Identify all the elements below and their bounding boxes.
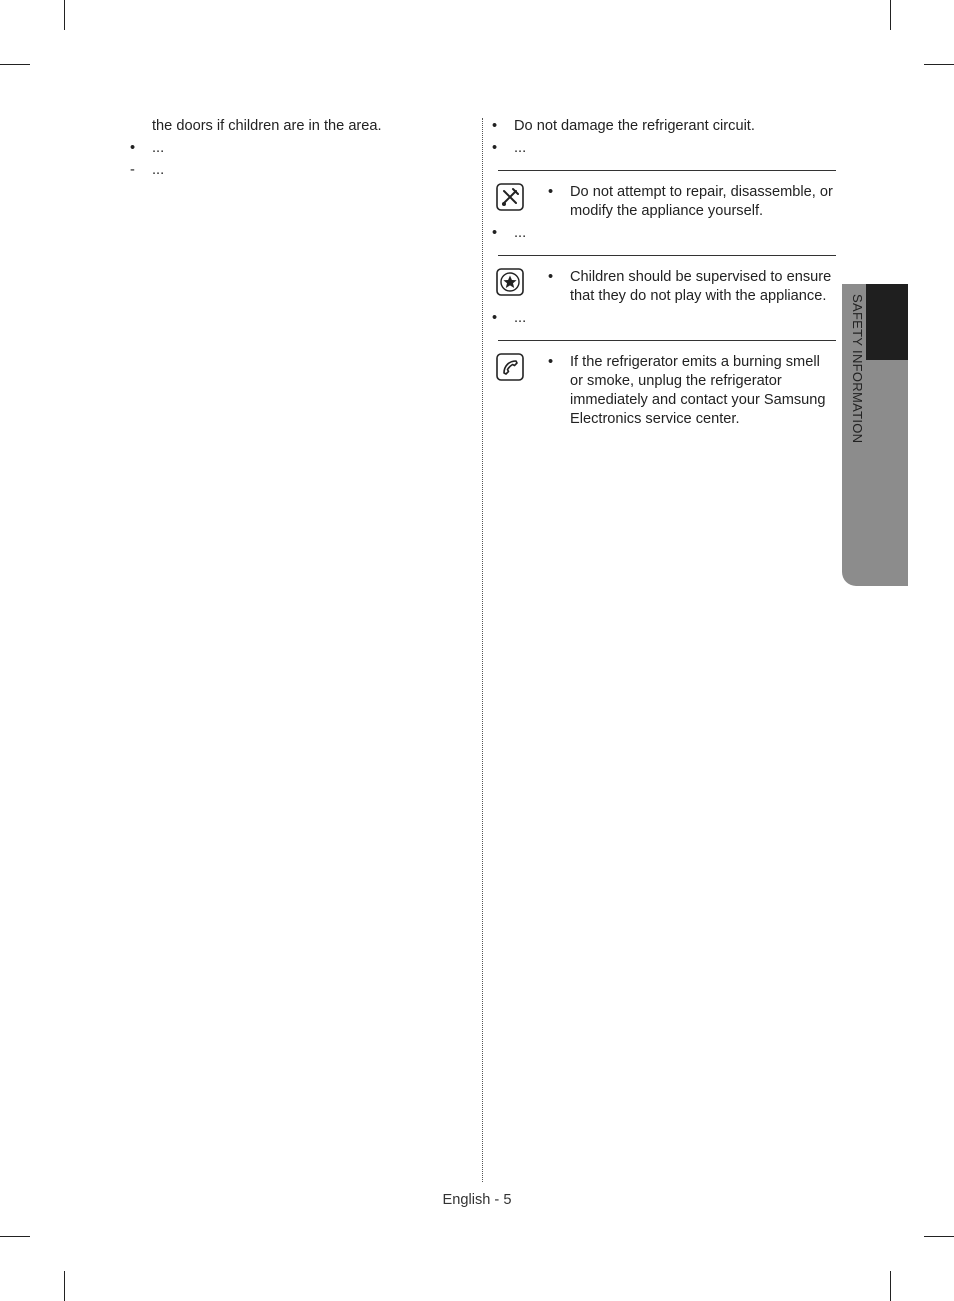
contact-section	[490, 353, 836, 429]
list-item	[546, 183, 836, 221]
bullet-marker: •	[548, 184, 554, 200]
list-item-text: ...	[514, 310, 527, 326]
list-item	[128, 161, 473, 180]
list-item	[490, 224, 836, 243]
left-column	[128, 117, 473, 183]
caution-section	[490, 268, 836, 328]
bullet-marker: •	[548, 269, 554, 285]
contact-list	[490, 353, 836, 429]
list-item	[490, 117, 836, 136]
list-item	[128, 117, 473, 136]
list-item	[546, 353, 836, 429]
right-column	[490, 117, 836, 432]
list-item	[128, 139, 473, 158]
right-top-list	[490, 117, 836, 158]
section-rule	[498, 255, 836, 256]
no-disassembly-icon	[496, 183, 524, 211]
page-number: English - 5	[442, 1192, 512, 1208]
bullet-marker: •	[492, 310, 498, 326]
crop-mark	[890, 0, 891, 30]
list-item	[546, 268, 836, 306]
phone-icon	[496, 353, 524, 381]
bullet-marker: •	[492, 118, 498, 134]
bullet-marker: •	[130, 140, 136, 156]
section-label: SAFETY INFORMATION	[850, 294, 865, 444]
list-item-text: ...	[152, 162, 165, 178]
crop-mark	[0, 1236, 30, 1237]
list-item-text: Children should be supervised to ensure that they do not play with the appliance.	[570, 269, 832, 304]
list-item-text: If the refrigerator emits a burning smell or smoke, unplug the refrigerator immediately and contact your Samsung Electronics service center.	[570, 354, 826, 427]
list-item-text: ...	[514, 225, 527, 241]
list-item	[490, 309, 836, 328]
repair-list	[490, 183, 836, 243]
side-tab-marker	[866, 284, 908, 360]
repair-section	[490, 183, 836, 243]
crop-mark	[924, 1236, 954, 1237]
bullet-marker: •	[492, 225, 498, 241]
caution-list	[490, 268, 836, 328]
bullet-marker: •	[548, 354, 554, 370]
column-divider	[482, 118, 483, 1182]
list-item-text: the doors if children are in the area.	[152, 118, 382, 134]
section-rule	[498, 170, 836, 171]
list-item-text: ...	[514, 140, 527, 156]
crop-mark	[0, 64, 30, 65]
crop-mark	[64, 1271, 65, 1301]
dash-marker: -	[130, 162, 135, 178]
crop-mark	[924, 64, 954, 65]
crop-mark	[64, 0, 65, 30]
crop-mark	[890, 1271, 891, 1301]
star-icon	[496, 268, 524, 296]
list-item-text: Do not attempt to repair, disassemble, or modify the appliance yourself.	[570, 184, 833, 219]
section-rule	[498, 340, 836, 341]
list-item-text: Do not damage the refrigerant circuit.	[514, 118, 755, 134]
list-item-text: ...	[152, 140, 165, 156]
bullet-marker: •	[492, 140, 498, 156]
list-item	[490, 139, 836, 158]
